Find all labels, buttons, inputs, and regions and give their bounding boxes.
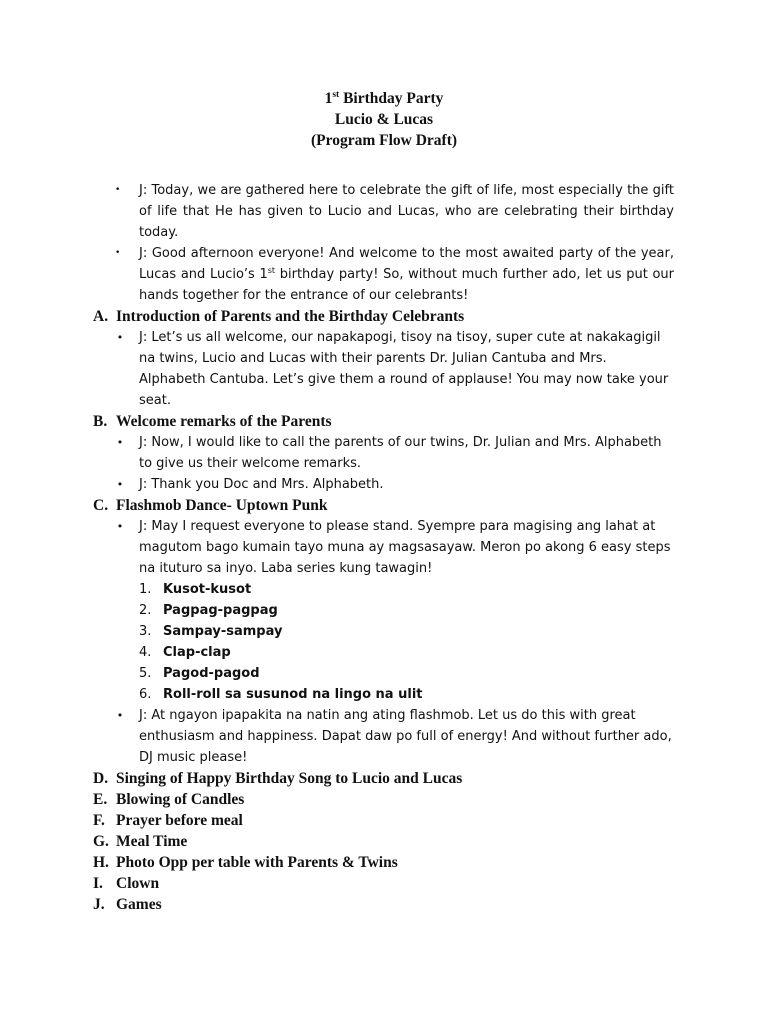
section-heading-j: J. Games: [93, 896, 162, 913]
bullet-text: J: Let’s us all welcome, our napakapogi, tisoy na tisoy, super cute at nakakagigil na twins, Lucio and Lucas with their parents Dr. Julian Cantuba and Mrs. Alphabeth Cantuba. Let’s give them a round of applause! You may now take your seat.: [139, 330, 669, 408]
document-title: [0, 88, 768, 151]
section-heading-d: D. Singing of Happy Birthday Song to Lucio and Lucas: [93, 770, 463, 787]
step-item: 4. Clap-clap: [139, 645, 231, 660]
section-heading-f: F. Prayer before meal: [93, 812, 243, 829]
step-item: 2. Pagpag-pagpag: [139, 603, 278, 618]
list-item: [0, 474, 674, 495]
step-item: 5. Pagod-pagod: [139, 666, 260, 681]
section-heading-e: E. Blowing of Candles: [93, 791, 245, 808]
section-heading: B. Welcome remarks of the Parents: [93, 413, 332, 430]
bullet-icon: •: [115, 185, 121, 195]
title-line-3: (Program Flow Draft): [310, 132, 458, 149]
program-sections: [0, 306, 768, 915]
section-heading-g: G. Meal Time: [93, 833, 188, 850]
section-heading-h: H. Photo Opp per table with Parents & Twins: [93, 854, 398, 871]
section-heading: A. Introduction of Parents and the Birthday Celebrants: [93, 308, 465, 325]
list-item: [0, 432, 674, 474]
list-item: [0, 180, 674, 243]
bullet-text: J: Thank you Doc and Mrs. Alphabeth.: [139, 477, 384, 492]
section-heading-i: I. Clown: [93, 875, 160, 892]
step-item: 3. Sampay-sampay: [139, 624, 283, 639]
list-item: [0, 327, 674, 411]
title-line-1: 1st Birthday Party: [324, 90, 444, 107]
title-line-2: Lucio & Lucas: [334, 111, 434, 128]
bullet-icon: •: [116, 709, 124, 722]
section-b: [0, 411, 768, 495]
bullet-icon: •: [116, 478, 124, 491]
bullet-text: J: Today, we are gathered here to celebrate the gift of life, most especially the gift of life that He has given to Lucio and Lucas, who are celebrating their birthday today.: [139, 183, 674, 240]
bullet-text: J: At ngayon ipapakita na natin ang ating flashmob. Let us do this with great enthusiasm and happiness. Dapat daw po full of energy! And without further ado, DJ music please!: [139, 708, 672, 765]
section-c: [0, 495, 768, 768]
list-item: [0, 516, 674, 579]
bullet-icon: •: [116, 331, 124, 344]
dance-steps-list: [0, 579, 768, 705]
section-a: [0, 306, 768, 411]
bullet-text: J: Now, I would like to call the parents of our twins, Dr. Julian and Mrs. Alphabeth to give us their welcome remarks.: [139, 435, 662, 471]
list-item: [0, 243, 674, 306]
bullet-text: J: May I request everyone to please stand. Syempre para magising ang lahat at magutom bago kumain tayo muna ay magsasayaw. Meron po akong 6 easy steps na ituturo sa inyo. Laba series kung tawagin!: [139, 519, 671, 576]
bullet-icon: •: [115, 248, 121, 258]
bullet-icon: •: [116, 520, 124, 533]
bullet-text: J: Good afternoon everyone! And welcome to the most awaited party of the year, Lucas and Lucio’s 1st birthday party! So, without much further ado, let us put our hands together for the entrance of our celebrants!: [139, 246, 674, 303]
bullet-icon: •: [116, 436, 124, 449]
section-heading: C. Flashmob Dance- Uptown Punk: [93, 497, 328, 514]
intro-bullets: [0, 180, 768, 306]
step-item: 6. Roll-roll sa susunod na lingo na ulit: [139, 687, 423, 702]
list-item: [0, 705, 674, 768]
step-item: 1. Kusot-kusot: [139, 582, 252, 597]
